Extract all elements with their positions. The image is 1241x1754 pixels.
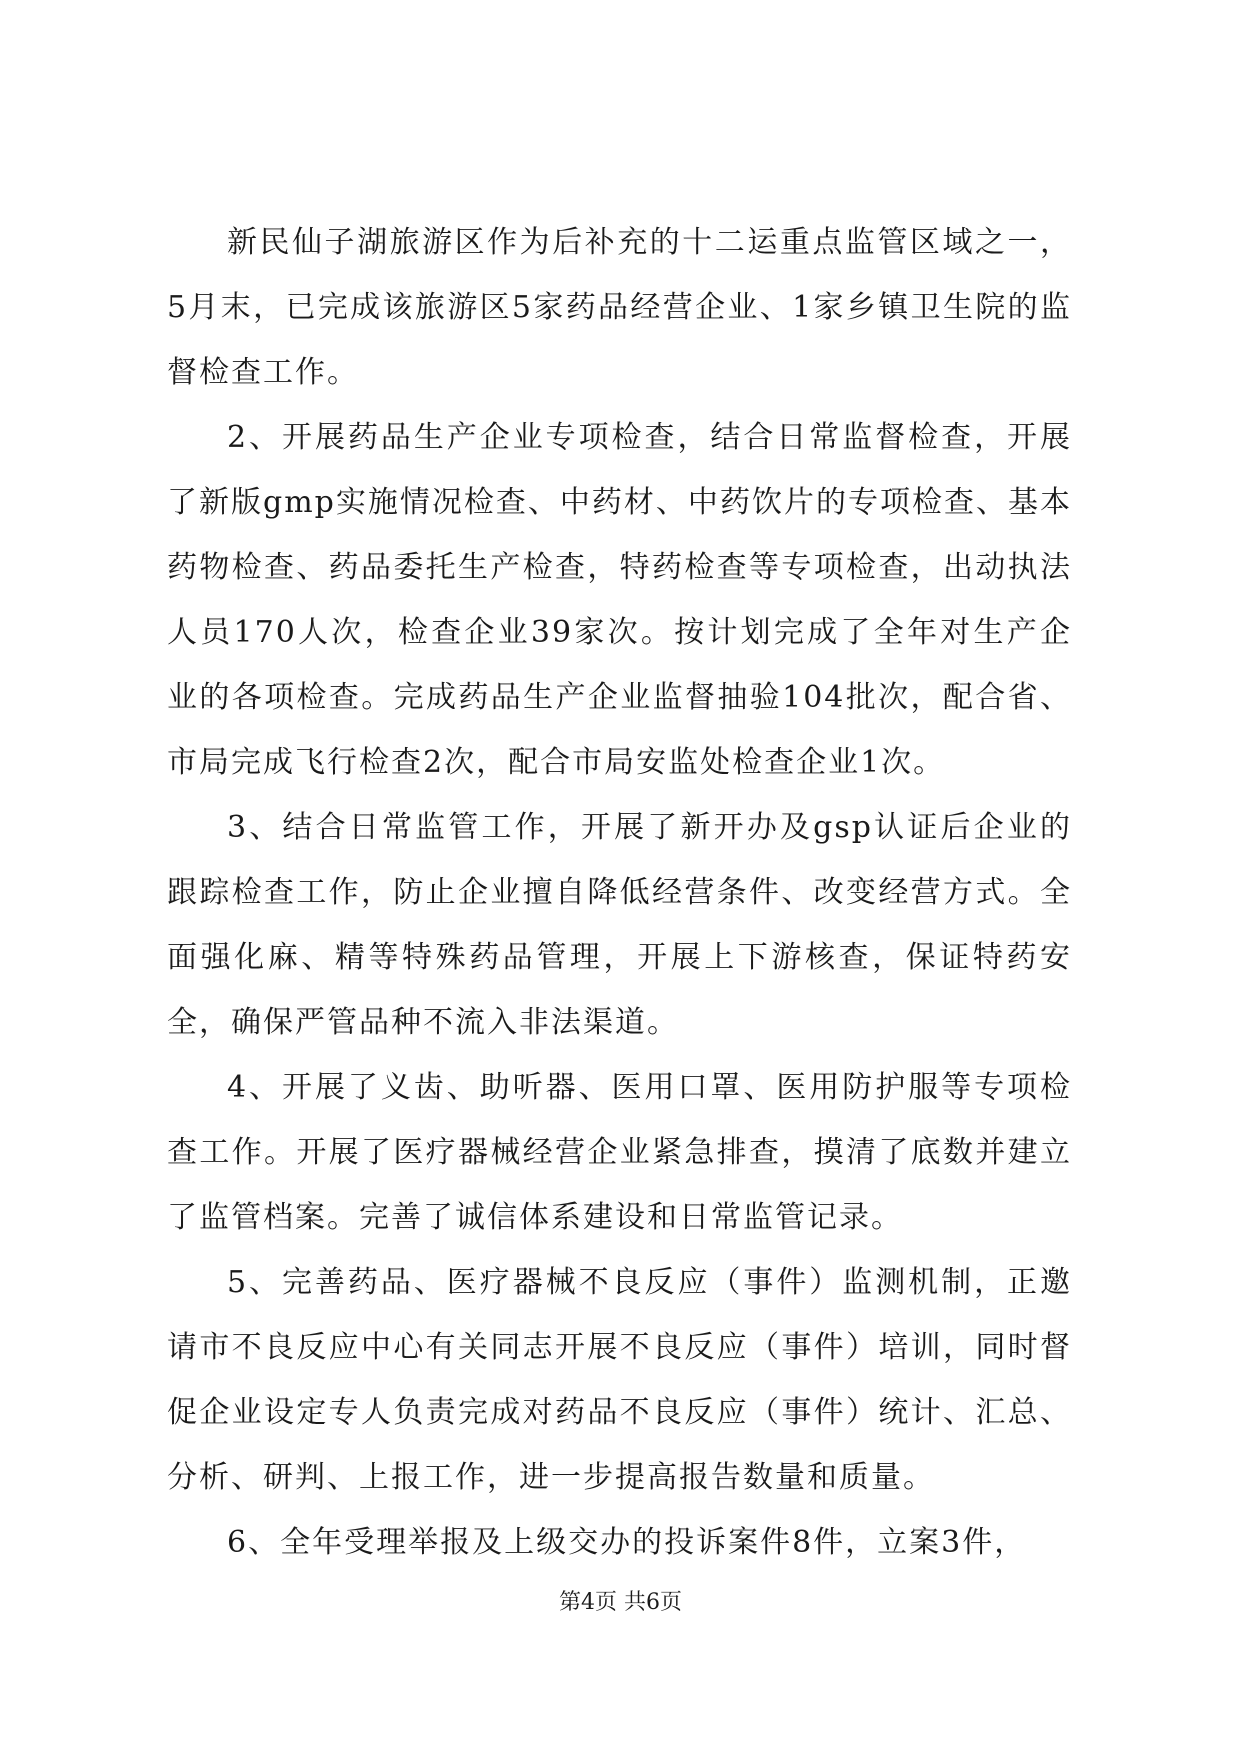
paragraph-5: 5、完善药品、医疗器械不良反应（事件）监测机制，正邀请市不良反应中心有关同志开展不良反应（事件）培训，同时督促企业设定专人负责完成对药品不良反应（事件）统计、汇总、分析、研判、上报工作，进一步提高报告数量和质量。: [167, 1265, 1072, 1495]
paragraph-1: 新民仙子湖旅游区作为后补充的十二运重点监管区域之一，5月末，已完成该旅游区5家药品经营企业、1家乡镇卫生院的监督检查工作。: [167, 225, 1072, 390]
page-footer: [0, 1588, 1241, 1618]
page-number-label: 第4页 共6页: [559, 1590, 682, 1615]
paragraph-2: 2、开展药品生产企业专项检查，结合日常监督检查，开展了新版gmp实施情况检查、中药材、中药饮片的专项检查、基本药物检查、药品委托生产检查，特药检查等专项检查，出动执法人员170人次，检查企业39家次。按计划完成了全年对生产企业的各项检查。完成药品生产企业监督抽验104批次，配合省、市局完成飞行检查2次，配合市局安监处检查企业1次。: [167, 420, 1072, 780]
paragraph-4: 4、开展了义齿、助听器、医用口罩、医用防护服等专项检查工作。开展了医疗器械经营企业紧急排查，摸清了底数并建立了监管档案。完善了诚信体系建设和日常监管记录。: [167, 1070, 1072, 1235]
document-body: [167, 210, 1072, 1575]
paragraph-6: 6、全年受理举报及上级交办的投诉案件8件，立案3件，: [227, 1525, 1027, 1560]
paragraph-3: 3、结合日常监管工作，开展了新开办及gsp认证后企业的跟踪检查工作，防止企业擅自降低经营条件、改变经营方式。全面强化麻、精等特殊药品管理，开展上下游核查，保证特药安全，确保严管品种不流入非法渠道。: [167, 810, 1072, 1040]
